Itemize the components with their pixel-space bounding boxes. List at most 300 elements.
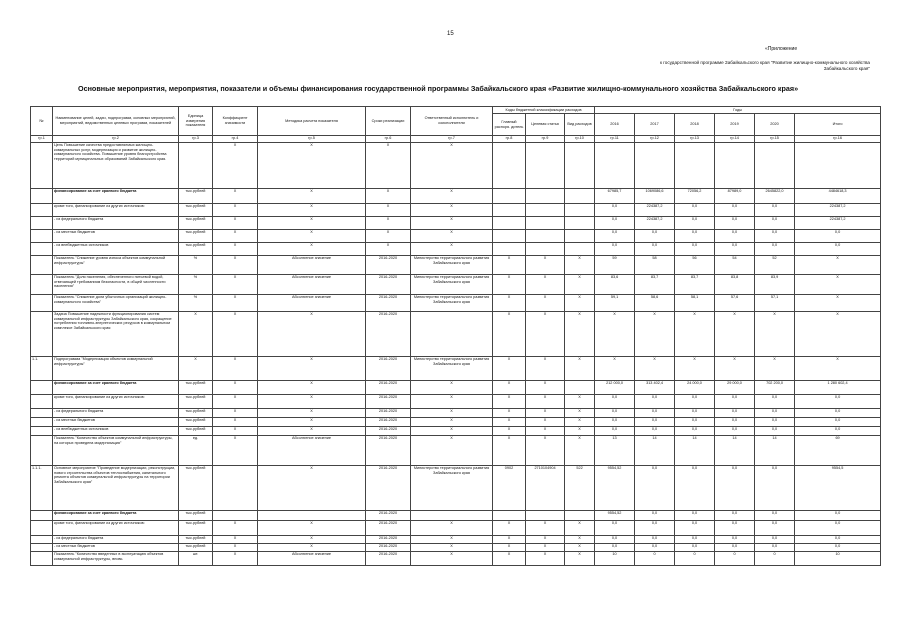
table-cell: 0,0: [595, 418, 635, 427]
table-cell: X: [493, 536, 526, 544]
table-cell: X: [366, 143, 411, 189]
table-row: [31, 256, 881, 275]
table-cell: X: [213, 357, 258, 381]
column-number: гр.11: [595, 136, 635, 143]
header-coefficient: Коэффициент значимости: [213, 107, 258, 136]
table-cell: 0,0: [795, 409, 881, 418]
table-row: [31, 295, 881, 312]
table-cell: 14: [715, 436, 755, 466]
table-cell: [31, 381, 53, 395]
table-cell: X: [213, 552, 258, 566]
table-cell: 83,9: [755, 275, 795, 295]
table-cell: X: [565, 275, 595, 295]
table-cell: X: [366, 204, 411, 217]
table-cell: Показатель "Снижение доли убыточных организаций жилищно-коммунального хозяйства": [53, 295, 179, 312]
table-cell: 2016-2020: [366, 466, 411, 511]
table-cell: X: [258, 312, 366, 357]
table-cell: X: [258, 217, 366, 230]
table-cell: X: [526, 409, 565, 418]
table-cell: 0,0: [635, 409, 675, 418]
table-cell: 0,0: [635, 521, 675, 536]
table-cell: 0,0: [675, 204, 715, 217]
table-cell: X: [411, 381, 493, 395]
table-cell: X: [411, 544, 493, 552]
table-row: [31, 536, 881, 544]
table-cell: 58,6: [635, 295, 675, 312]
table-cell: X: [366, 217, 411, 230]
table-cell: X: [595, 312, 635, 357]
table-cell: X: [411, 243, 493, 256]
table-cell: X: [565, 552, 595, 566]
table-cell: 0,0: [755, 418, 795, 427]
table-cell: 2016-2020: [366, 357, 411, 381]
table-cell: 0,0: [635, 230, 675, 243]
table-cell: X: [258, 143, 366, 189]
table-cell: [635, 143, 675, 189]
table-cell: 0,0: [755, 204, 795, 217]
table-cell: - из внебюджетных источников: [53, 243, 179, 256]
table-cell: [493, 217, 526, 230]
table-cell: 54: [715, 256, 755, 275]
header-name: Наименование целей, задач, подпрограмм, основных мероприятий, мероприятий, ведомственных целевых программ, показателей: [53, 107, 179, 136]
column-number: гр.8: [493, 136, 526, 143]
table-cell: [795, 143, 881, 189]
table-cell: 0: [755, 552, 795, 566]
table-cell: [31, 544, 53, 552]
table-cell: Задача Повышение надежности функционирования систем коммунальной инфраструктуры Забайкальского края, сокращение потребления топливно-энергетических ресурсов в коммунальном комплексе Забайкальского края: [53, 312, 179, 357]
table-cell: X: [258, 536, 366, 544]
table-cell: финансирование за счет краевого бюджета: [53, 189, 179, 204]
table-cell: X: [675, 312, 715, 357]
table-cell: X: [258, 418, 366, 427]
table-cell: X: [526, 552, 565, 566]
table-cell: 0,0: [675, 409, 715, 418]
table-cell: [675, 143, 715, 189]
table-cell: 702 200,0: [755, 381, 795, 395]
table-cell: X: [565, 256, 595, 275]
table-cell: шт.: [179, 552, 213, 566]
table-cell: %: [179, 295, 213, 312]
table-cell: [493, 243, 526, 256]
table-cell: X: [411, 436, 493, 466]
table-cell: 0,0: [755, 217, 795, 230]
table-cell: 9554,52: [595, 466, 635, 511]
table-cell: [565, 381, 595, 395]
column-number: гр.3: [179, 136, 213, 143]
table-cell: X: [526, 427, 565, 436]
table-row: [31, 217, 881, 230]
table-cell: X: [258, 544, 366, 552]
header-year-2018: 2018: [675, 114, 715, 136]
column-number: гр.9: [526, 136, 565, 143]
table-cell: 0,0: [675, 536, 715, 544]
table-cell: 0,0: [715, 544, 755, 552]
table-cell: тыс.рублей: [179, 418, 213, 427]
table-cell: 0,0: [595, 536, 635, 544]
table-cell: тыс.рублей: [179, 204, 213, 217]
table-row: [31, 552, 881, 566]
table-cell: 4484618,3: [795, 189, 881, 204]
table-cell: X: [366, 189, 411, 204]
table-cell: 0,0: [755, 521, 795, 536]
table-cell: 0,0: [755, 409, 795, 418]
table-cell: 2016-2020: [366, 381, 411, 395]
table-cell: 212 000,0: [595, 381, 635, 395]
table-cell: Подпрограмма "Модернизация объектов коммунальной инфраструктуры": [53, 357, 179, 381]
table-cell: X: [715, 357, 755, 381]
table-cell: Показатель "Количество объектов коммунальной инфраструктуры, на которых проведена модернизация": [53, 436, 179, 466]
table-cell: [31, 189, 53, 204]
table-row: [31, 381, 881, 395]
table-cell: [31, 275, 53, 295]
table-cell: X: [565, 521, 595, 536]
table-cell: X: [526, 536, 565, 544]
header-year-2017: 2017: [635, 114, 675, 136]
table-cell: 0,0: [635, 511, 675, 521]
table-cell: 56: [675, 256, 715, 275]
table-cell: X: [411, 204, 493, 217]
column-number: гр.15: [755, 136, 795, 143]
table-cell: X: [493, 357, 526, 381]
table-cell: [493, 204, 526, 217]
table-cell: тыс.рублей: [179, 243, 213, 256]
table-cell: X: [411, 536, 493, 544]
header-responsible: Ответственный исполнитель и соисполнители: [411, 107, 493, 136]
table-cell: 10: [595, 552, 635, 566]
table-cell: X: [675, 357, 715, 381]
table-cell: 0,0: [675, 243, 715, 256]
table-cell: X: [258, 466, 366, 511]
table-cell: 0,0: [595, 409, 635, 418]
table-cell: 2016-2020: [366, 427, 411, 436]
table-cell: 0,0: [715, 466, 755, 511]
table-cell: X: [715, 312, 755, 357]
table-cell: [526, 204, 565, 217]
table-cell: X: [565, 427, 595, 436]
table-cell: X: [366, 230, 411, 243]
table-cell: [565, 143, 595, 189]
table-cell: [526, 243, 565, 256]
table-cell: [31, 256, 53, 275]
table-cell: [565, 189, 595, 204]
table-cell: [31, 204, 53, 217]
table-cell: тыс.рублей: [179, 466, 213, 511]
table-cell: тыс.рублей: [179, 395, 213, 409]
appendix-label: «Приложение: [765, 46, 798, 52]
table-cell: 2016-2020: [366, 409, 411, 418]
table-cell: X: [635, 312, 675, 357]
table-cell: X: [526, 544, 565, 552]
table-cell: 2016-2020: [366, 552, 411, 566]
page-number: 15: [447, 31, 454, 37]
table-cell: - из федерального бюджета: [53, 536, 179, 544]
table-cell: 0,0: [715, 427, 755, 436]
table-cell: X: [411, 427, 493, 436]
table-row: [31, 521, 881, 536]
table-row: [31, 189, 881, 204]
table-cell: X: [493, 521, 526, 536]
table-cell: X: [258, 230, 366, 243]
table-cell: [526, 143, 565, 189]
table-cell: Абсолютное значение: [258, 256, 366, 275]
table-cell: 83,6: [595, 275, 635, 295]
table-cell: 0,0: [635, 536, 675, 544]
table-cell: X: [411, 521, 493, 536]
table-cell: тыс.рублей: [179, 189, 213, 204]
table-cell: 0,0: [595, 230, 635, 243]
table-cell: 0,0: [795, 418, 881, 427]
header-term: Сроки реализации: [366, 107, 411, 136]
table-cell: 83,7: [675, 275, 715, 295]
table-cell: X: [213, 230, 258, 243]
table-cell: X: [565, 395, 595, 409]
table-cell: [213, 466, 258, 511]
table-cell: X: [493, 418, 526, 427]
table-cell: 1 280 602,4: [795, 381, 881, 395]
table-cell: X: [795, 275, 881, 295]
table-cell: Министерство территориального развития Забайкальского края: [411, 275, 493, 295]
table-cell: 0,0: [595, 544, 635, 552]
table-cell: 69: [795, 436, 881, 466]
table-cell: X: [258, 243, 366, 256]
table-cell: X: [213, 409, 258, 418]
table-cell: 0: [635, 552, 675, 566]
table-cell: 0,0: [755, 536, 795, 544]
table-cell: 224387,2: [635, 217, 675, 230]
table-cell: тыс.рублей: [179, 536, 213, 544]
header-total: Итого: [795, 114, 881, 136]
table-cell: X: [795, 256, 881, 275]
table-cell: [31, 243, 53, 256]
table-cell: 0,0: [675, 466, 715, 511]
table-cell: [31, 295, 53, 312]
column-number: гр.5: [258, 136, 366, 143]
table-cell: X: [258, 189, 366, 204]
table-cell: [31, 536, 53, 544]
table-cell: 0,0: [595, 243, 635, 256]
table-cell: X: [411, 143, 493, 189]
table-cell: X: [411, 395, 493, 409]
table-cell: [526, 511, 565, 521]
table-cell: X: [213, 536, 258, 544]
table-cell: X: [213, 204, 258, 217]
table-cell: X: [493, 436, 526, 466]
table-cell: 2710104904: [526, 466, 565, 511]
table-row: [31, 204, 881, 217]
header-year-2020: 2020: [755, 114, 795, 136]
table-cell: X: [565, 295, 595, 312]
table-cell: X: [493, 381, 526, 395]
table-cell: X: [493, 275, 526, 295]
table-cell: Министерство территориального развития Забайкальского края: [411, 466, 493, 511]
table-cell: 57,1: [755, 295, 795, 312]
table-cell: [493, 143, 526, 189]
table-cell: X: [493, 427, 526, 436]
table-cell: X: [179, 312, 213, 357]
table-cell: 14: [755, 436, 795, 466]
table-row: [31, 409, 881, 418]
table-cell: X: [213, 544, 258, 552]
table-cell: 14: [635, 436, 675, 466]
table-cell: X: [258, 395, 366, 409]
table-cell: X: [526, 256, 565, 275]
table-cell: 83,7: [635, 275, 675, 295]
table-cell: 0,0: [795, 427, 881, 436]
table-cell: X: [493, 395, 526, 409]
table-cell: X: [258, 427, 366, 436]
table-cell: ед.: [179, 436, 213, 466]
table-header: [31, 107, 881, 143]
table-cell: X: [595, 357, 635, 381]
table-cell: [411, 312, 493, 357]
table-cell: 58: [635, 256, 675, 275]
table-cell: 0,0: [795, 243, 881, 256]
table-cell: тыс.рублей: [179, 427, 213, 436]
table-cell: X: [411, 409, 493, 418]
table-cell: 0,0: [755, 511, 795, 521]
table-cell: [31, 409, 53, 418]
table-cell: [493, 189, 526, 204]
table-cell: X: [565, 409, 595, 418]
table-cell: X: [411, 552, 493, 566]
header-unit: Единица измерения показателя: [179, 107, 213, 136]
table-cell: [526, 189, 565, 204]
table-cell: X: [366, 243, 411, 256]
table-cell: 2016-2020: [366, 544, 411, 552]
table-cell: X: [526, 521, 565, 536]
table-cell: 0,0: [595, 395, 635, 409]
table-cell: X: [565, 536, 595, 544]
header-years: Годы: [595, 107, 881, 114]
table-cell: 0,0: [635, 395, 675, 409]
table-cell: %: [179, 275, 213, 295]
table-cell: 0,0: [675, 544, 715, 552]
table-cell: X: [258, 409, 366, 418]
table-cell: 14: [675, 436, 715, 466]
table-cell: 0,0: [755, 243, 795, 256]
table-cell: 0,0: [675, 217, 715, 230]
table-cell: - из местных бюджетов: [53, 418, 179, 427]
table-cell: [565, 204, 595, 217]
table-cell: кроме того, финансирование из других источников:: [53, 395, 179, 409]
header-budget-codes: Коды бюджетной классификации расходов: [493, 107, 595, 114]
table-cell: 0,0: [795, 230, 881, 243]
table-cell: 0: [715, 552, 755, 566]
table-cell: 0902: [493, 466, 526, 511]
table-cell: [411, 511, 493, 521]
table-row: [31, 275, 881, 295]
header-no: №: [31, 107, 53, 136]
table-cell: %: [179, 256, 213, 275]
program-table: [30, 106, 881, 566]
table-row: [31, 357, 881, 381]
table-cell: [31, 511, 53, 521]
table-cell: X: [213, 395, 258, 409]
table-row: [31, 395, 881, 409]
table-row: [31, 427, 881, 436]
table-cell: X: [179, 357, 213, 381]
table-cell: кроме того, финансирование из других источников:: [53, 204, 179, 217]
table-cell: Абсолютное значение: [258, 436, 366, 466]
table-cell: Показатель "Доля населения, обеспеченного питьевой водой, отвечающей требованиям безопасности, в общей численности населения": [53, 275, 179, 295]
table-cell: 2016-2020: [366, 275, 411, 295]
table-cell: 2016-2020: [366, 536, 411, 544]
table-cell: X: [565, 418, 595, 427]
table-cell: 57,6: [715, 295, 755, 312]
table-cell: 0,0: [715, 511, 755, 521]
table-cell: 58,1: [675, 295, 715, 312]
table-row: [31, 243, 881, 256]
table-cell: X: [411, 230, 493, 243]
table-cell: X: [258, 381, 366, 395]
header-year-2016: 2016: [595, 114, 635, 136]
table-cell: [31, 521, 53, 536]
appendix-note: к государственной программе Забайкальского края "Развитие жилищно-коммунального хозяйства Забайкальского края": [659, 60, 870, 71]
table-cell: 1.1.: [31, 357, 53, 381]
table-cell: [565, 243, 595, 256]
table-cell: 0,0: [715, 395, 755, 409]
table-cell: [755, 143, 795, 189]
table-cell: X: [493, 409, 526, 418]
table-cell: [179, 143, 213, 189]
table-cell: [213, 511, 258, 521]
table-cell: 13: [595, 436, 635, 466]
table-cell: Абсолютное значение: [258, 275, 366, 295]
table-cell: 10: [795, 552, 881, 566]
table-cell: 9554,52: [595, 511, 635, 521]
table-row: [31, 230, 881, 243]
table-cell: X: [213, 295, 258, 312]
table-cell: - из федерального бюджета: [53, 409, 179, 418]
table-cell: 2016-2020: [366, 418, 411, 427]
table-cell: X: [795, 357, 881, 381]
table-cell: тыс.рублей: [179, 381, 213, 395]
table-row: [31, 544, 881, 552]
table-cell: 52: [755, 256, 795, 275]
table-cell: тыс.рублей: [179, 544, 213, 552]
table-cell: X: [213, 521, 258, 536]
column-number: гр.10: [565, 136, 595, 143]
table-cell: 2016-2020: [366, 521, 411, 536]
table-body: [31, 143, 881, 566]
table-cell: 0,0: [675, 395, 715, 409]
table-cell: X: [526, 275, 565, 295]
table-cell: 24 000,0: [675, 381, 715, 395]
table-cell: 0,0: [715, 243, 755, 256]
table-cell: Показатель "Снижение уровня износа объектов коммунальной инфраструктуры": [53, 256, 179, 275]
table-cell: Министерство территориального развития Забайкальского края: [411, 295, 493, 312]
table-cell: X: [213, 427, 258, 436]
table-cell: 2016-2020: [366, 295, 411, 312]
table-cell: X: [565, 544, 595, 552]
table-cell: 224387,2: [635, 204, 675, 217]
table-cell: 2016-2020: [366, 312, 411, 357]
column-number: гр.2: [53, 136, 179, 143]
table-cell: X: [795, 312, 881, 357]
table-cell: 0,0: [755, 230, 795, 243]
table-cell: Абсолютное значение: [258, 552, 366, 566]
column-number: гр.12: [635, 136, 675, 143]
table-cell: [31, 395, 53, 409]
table-cell: X: [258, 204, 366, 217]
table-cell: 313 402,4: [635, 381, 675, 395]
table-cell: X: [635, 357, 675, 381]
table-cell: - из федерального бюджета: [53, 217, 179, 230]
table-cell: 0,0: [595, 427, 635, 436]
table-cell: 0,0: [715, 217, 755, 230]
table-cell: Министерство территориального развития Забайкальского края: [411, 256, 493, 275]
table-cell: 0,0: [755, 427, 795, 436]
